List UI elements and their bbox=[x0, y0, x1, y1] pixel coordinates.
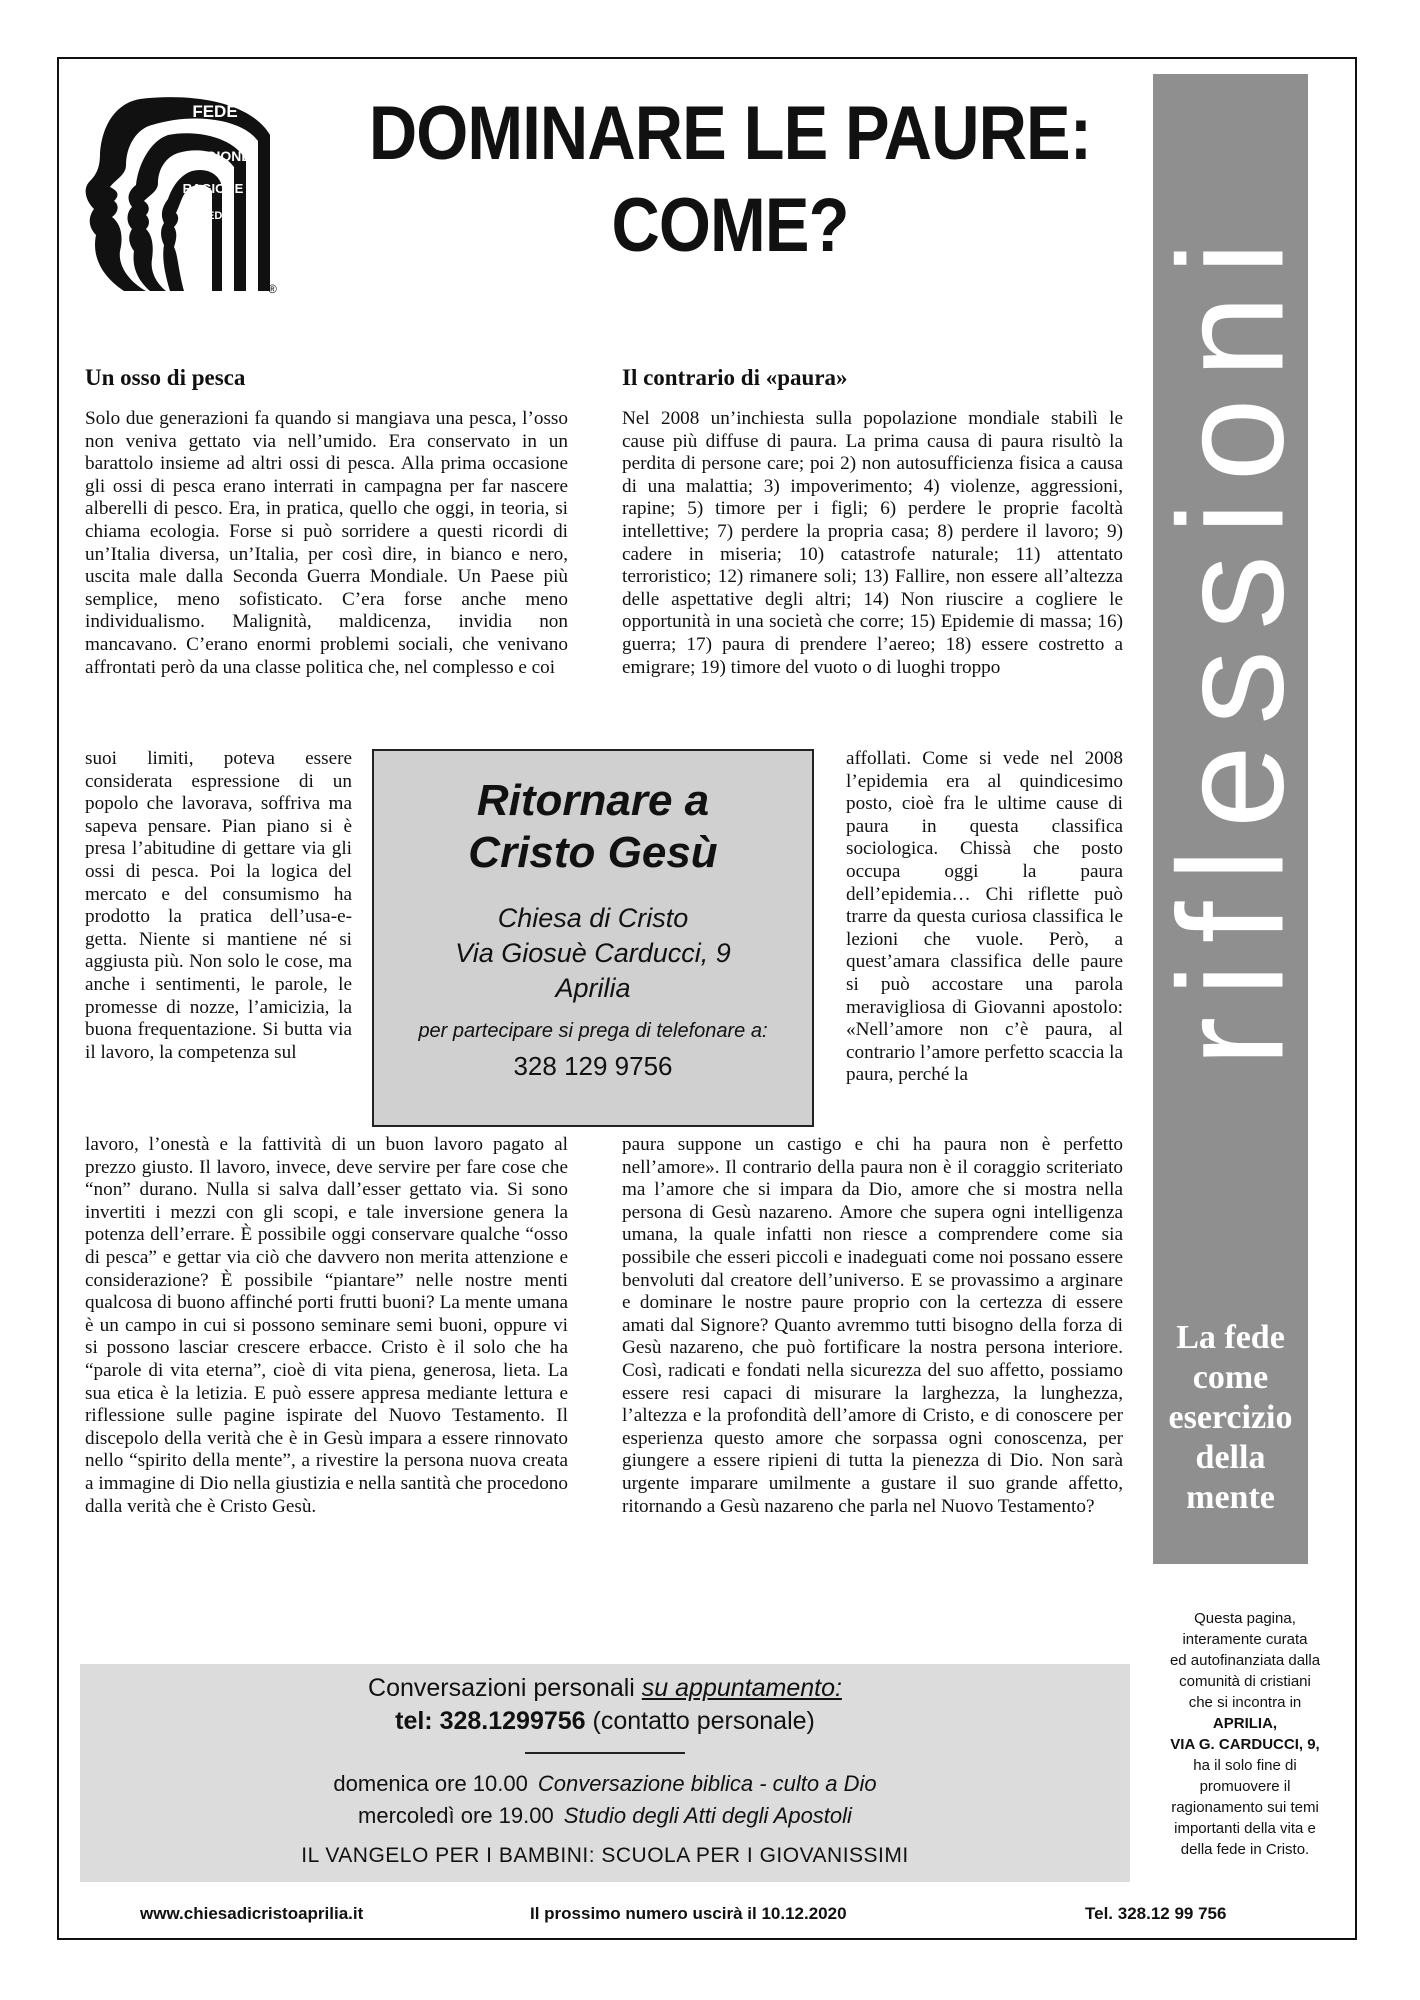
side-note-line: che si incontra in bbox=[1188, 1694, 1302, 1711]
box-city: Aprilia bbox=[555, 973, 631, 1003]
schedule-row bbox=[80, 1768, 1130, 1800]
side-note-city: APRILIA, bbox=[1212, 1715, 1278, 1732]
registered-mark: ® bbox=[268, 282, 277, 295]
logo-word-2: RAGIONE bbox=[185, 148, 251, 164]
schedule-desc: Studio degli Atti degli Apostoli bbox=[563, 1803, 852, 1828]
box-note: per partecipare si prega di telefonare a: bbox=[418, 1020, 768, 1042]
logo-word-1: FEDE bbox=[192, 102, 238, 121]
logo-word-3: RAGIONE bbox=[182, 181, 244, 196]
band-tagline bbox=[1153, 1318, 1308, 1518]
conversation-line bbox=[80, 1674, 1130, 1703]
right-text-bottom: paura suppone un castigo e chi ha paura non è perfetto nell’amore». Il contrario della paura non è il coraggio scriteriato ma l’amore che si impara da Dio, amore che si mostra nella persona di Gesù nazareno. Amore che supera ogni intelligenza umana, la quale infatti non riesce a comprendere come sia possibile che esseri piccoli e inadeguati come noi possano essere benvoluti dal creatore dell’universo. E se provassimo a arginare e dominare le nostre paure proprio con la certezza di essere amati dal Signore? Quanto avremmo tutti bisogno della forza di Gesù nazareno, che può fortificare la nostra persona interiore. Così, radicati e fondati nella sicurezza del suo affetto, possiamo essere resi capaci di misurare la larghezza, la lunghezza, l’altezza e la profondità dell’amore di Cristo, e di conoscere per esperienza questo amore che sorpassa ogni conoscenza, per giungere a essere ripieni di tutta la pienezza di Dio. Non sarà urgente imparare umilmente a gustare il suo grande affetto, ritornando a Gesù nazareno che parla nel Nuovo Testamento? bbox=[622, 1134, 1123, 1517]
box-street: Via Giosuè Carducci, 9 bbox=[455, 938, 731, 968]
side-note-street: VIA G. CARDUCCI, 9, bbox=[1170, 1736, 1320, 1753]
schedule bbox=[80, 1768, 1130, 1832]
side-note-line: Questa pagina, bbox=[1194, 1610, 1296, 1627]
left-text-narrow: suoi limiti, poteva essere considerata espressione di un popolo che lavorava, soffriva ma sapeva pensare. Pian piano si è presa l’abitudine di gettare via gli ossi di pesca. Poi la logica del mercato e del consumismo ha prodotto la pratica dell’usa-e-getta. Niente si mantiene né si aggiusta più. Non solo le cose, ma anche i sentimenti, le parole, le promesse di nozze, l’amicizia, la buona frequentazione. Si butta via il lavoro, la competenza sul bbox=[85, 748, 352, 1063]
contact-line bbox=[80, 1707, 1130, 1736]
left-heading: Un osso di pesca bbox=[85, 365, 246, 390]
logo-word-4: FEDE bbox=[200, 210, 230, 222]
side-note-line: importanti della vita e bbox=[1174, 1820, 1316, 1837]
footer-next-issue: Il prossimo numero uscirà il 10.12.2020 bbox=[530, 1904, 847, 1923]
band-word: riflessioni bbox=[1146, 221, 1314, 1067]
box-phone: 328 129 9756 bbox=[513, 1051, 673, 1081]
side-note-line: ha il solo fine di bbox=[1193, 1757, 1297, 1774]
right-text-narrow: affollati. Come si vede nel 2008 l’epidemia era al quindicesimo posto, cioè fra le ultime cause di paura in questa classifica sociologica. Chissà che posto occupa oggi la paura dell’epidemia… Chi riflette può trarre da questa curiosa classifica le lezioni che vuole. Però, a quest’amara classifica delle paure si può accostare una parola meravigliosa di Giovanni apostolo: «Nell’amore non c’è paura, al contrario l’amore perfetto scaccia la paura, perché la bbox=[846, 748, 1123, 1086]
fede-ragione-logo bbox=[80, 95, 280, 295]
band-tagline-line: esercizio bbox=[1168, 1399, 1293, 1436]
box-title-line: Ritornare a bbox=[476, 776, 710, 825]
left-text-top: Solo due generazioni fa quando si mangiava una pesca, l’osso non veniva gettato via nell’umido. Era conservato in un barattolo insieme ad altri ossi di pesca. Alla prima occasione gli ossi di pesca erano interrati in campagna per far nascere alberelli di pesco. Era, in pratica, quello che oggi, in teoria, si chiama ecologia. Forse si può sorridere a questi ricordi di un’Italia diversa, un’Italia, per così dire, in bianco e nero, uscita male dalla Seconda Guerra Mondiale. Un Paese più semplice, meno sofisticato. C’era forse anche meno individualismo. Malignità, maldicenza, invidia non mancavano. C’erano enormi problemi sociali, che venivano affrontati però da una classe politica che, nel complesso e coi bbox=[85, 408, 568, 678]
appointments-box bbox=[80, 1664, 1130, 1882]
footer-phone: Tel. 328.12 99 756 bbox=[1085, 1904, 1227, 1923]
band-tagline-line: come bbox=[1192, 1359, 1269, 1396]
appointment-label: su appuntamento: bbox=[641, 1674, 842, 1702]
box-title bbox=[374, 775, 812, 879]
side-note-line: ragionamento sui temi bbox=[1171, 1799, 1319, 1816]
side-note-line: interamente curata bbox=[1182, 1631, 1308, 1648]
side-note-line: comunità di cristiani bbox=[1179, 1673, 1311, 1690]
side-note bbox=[1160, 1608, 1330, 1860]
band-tagline-line: della bbox=[1195, 1439, 1266, 1476]
side-note-line: ed autofinanziata dalla bbox=[1169, 1652, 1321, 1669]
contact-phone: tel: 328.1299756 bbox=[395, 1707, 586, 1735]
headline-line-2: COME? bbox=[611, 183, 849, 268]
band-word-wrap bbox=[1146, 74, 1314, 1214]
headline-line-1: DOMINARE LE PAURE: bbox=[368, 91, 1092, 176]
contact-note: (contatto personale) bbox=[592, 1707, 815, 1735]
headline bbox=[352, 88, 1109, 272]
band-tagline-line: mente bbox=[1186, 1479, 1275, 1516]
box-title-line: Cristo Gesù bbox=[468, 828, 718, 877]
box-church-name: Chiesa di Cristo bbox=[497, 903, 689, 933]
conversation-label: Conversazioni personali bbox=[368, 1674, 635, 1702]
band-tagline-line: La fede bbox=[1176, 1319, 1285, 1356]
schedule-row bbox=[80, 1800, 1130, 1832]
right-text-top: Nel 2008 un’inchiesta sulla popolazione mondiale stabilì le cause più diffuse di paura. La prima causa di paura risultò la perdita di persone care; poi 2) non autosufficienza fisica a causa di una malattia; 3) impoverimento; 4) violenze, aggressioni, rapine; 5) timore per i figli; 6) perdere le proprie facoltà intellettive; 7) perdere la propria casa; 8) perdere il lavoro; 9) cadere in miseria; 10) catastrofe naturale; 11) attentato terroristico; 12) rimanere soli; 13) Fallire, non essere all’altezza delle aspettative degli altri; 14) Non riuscire a cogliere le opportunità in una società che corre; 15) Epidemie di massa; 16) guerra; 17) paura di prendere l’aereo; 18) essere costretto a emigrare; 19) timore del vuoto o di luoghi troppo bbox=[622, 408, 1123, 678]
left-text-bottom: lavoro, l’onestà e la fattività di un buon lavoro pagato al prezzo giusto. Il lavoro, invece, deve servire per fare cose che “non” durano. Nulla si salva dall’esser gettato via. Si sono invertiti i mezzi con gli scopi, e tale inversione genera la potenza dell’errare. È possibile oggi conservare qualche “osso di pesca” e gettar via ciò che davvero non merita attenzione e considerazione? È possibile “piantare” nelle nostre menti qualcosa di buono affinché porti frutti buoni? La mente umana è un campo in cui si possono seminare semi buoni, oppure vi si possono lasciar crescere erbacce. Cristo è il solo che ha “parole di vita eterna”, cioè di vita piena, generosa, lieta. La sua etica è la letizia. E può essere appresa mediante lettura e riflessione sulle pagine ispirate del Nuovo Testamento. Il discepolo della verità che è in Gesù impara a essere rinnovato nello “spirito della mente”, a rivestire la persona nuova creata a immagine di Dio nella giustizia e nella santità che procedono dalla verità che è Cristo Gesù. bbox=[85, 1134, 568, 1517]
side-note-line: della fede in Cristo. bbox=[1180, 1841, 1310, 1858]
side-note-line: promuovere il bbox=[1199, 1778, 1291, 1795]
box-address bbox=[374, 901, 812, 1006]
divider bbox=[525, 1752, 685, 1754]
schedule-desc: Conversazione biblica - culto a Dio bbox=[537, 1771, 877, 1796]
right-heading: Il contrario di «paura» bbox=[622, 365, 848, 390]
kids-school: IL VANGELO PER I BAMBINI: SCUOLA PER I GIOVANISSIMI bbox=[301, 1844, 909, 1867]
footer-website[interactable]: www.chiesadicristoaprilia.it bbox=[140, 1904, 364, 1923]
church-info-box bbox=[372, 749, 814, 1127]
schedule-time: mercoledì ore 19.00 bbox=[358, 1803, 554, 1828]
schedule-time: domenica ore 10.00 bbox=[333, 1771, 528, 1796]
